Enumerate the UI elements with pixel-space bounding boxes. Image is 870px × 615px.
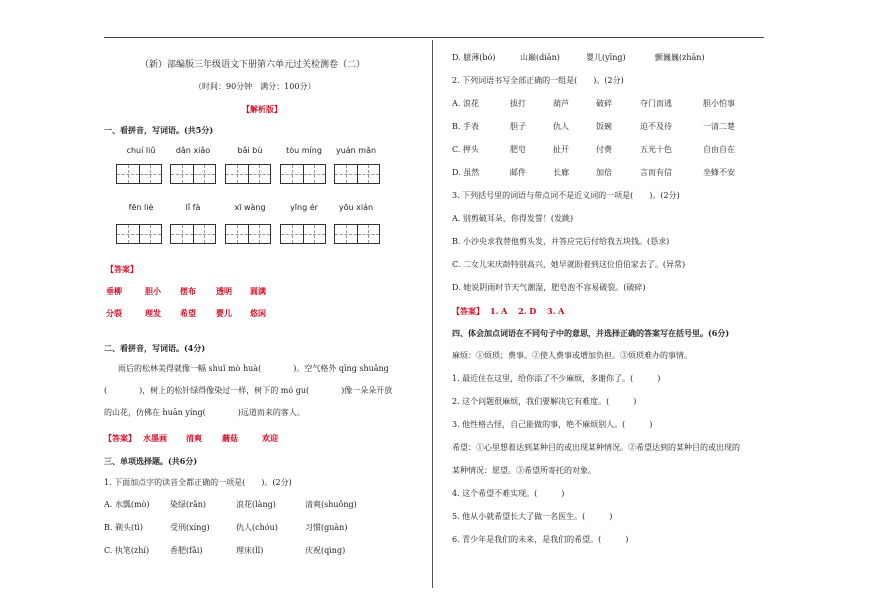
q2-answer-2: 清爽 [186,433,202,443]
q1-answer-3: 摆布 [180,286,196,296]
q1-answer-6: 分裂 [106,308,122,318]
writing-grid[interactable] [170,224,216,244]
q3-answer-label: 【答案】 [452,306,484,316]
pinyin-2-1: fēn liè [128,203,154,212]
q3-item2-option: 坐蜂不安 [703,168,735,177]
q2-answer-1: 水墨画 [143,433,167,443]
q3-item1-option: C. 执笔(zhí) [104,546,150,555]
q2-heading: 二、看拼音，写词语。(4分) [104,343,206,353]
q3-item1-option: 染绿(rǎn) [170,500,206,509]
q3-item2-option: 五光十色 [640,145,672,154]
pinyin-2-3: xī wàng [234,203,266,212]
q3-item1-option: 浪花(làng) [236,500,276,509]
q1-answer-4: 透明 [216,286,232,296]
q4-sentence-5: 5. 他从小就希望长大了做一名医生。( ) [452,512,613,521]
q3-item2-option: 言而有信 [640,168,672,177]
q3-item2-stem: 2. 下列词语书写全部正确的一组是( )。(2分) [452,76,624,85]
q1-answer-9: 婴儿 [216,308,232,318]
q3-item2-option: 破碎 [596,99,612,108]
q1-answer-8: 希望 [180,308,196,318]
q3-item2-option: D. 虽然 [452,168,480,177]
q3-item2-option: 肥皂 [510,145,526,154]
pinyin-2-4: yīng ér [290,203,318,212]
q3-item2-option: 饭碗 [596,122,612,131]
q4-definition-xiwang-2: 某种情况：愿望。③希望所寄托的对象。 [452,466,596,475]
q3-item3-option-c: C. 二女儿宋庆龄特别高兴，她早就盼着到这位伯伯家去了。(异常) [452,260,686,269]
q3-item2-option: C. 押头 [452,145,479,154]
q4-sentence-4: 4. 这个希望不难实现。( ) [452,489,565,498]
q3-item2-option: 葫芦 [553,99,569,108]
pinyin-1-2: dǎn xiǎo [175,146,211,155]
q3-item2-option: 仇人 [553,122,569,131]
q3-item1-option: A. 水瓢(mò) [104,500,150,509]
q3-item1-option: 香肥(fǎi) [170,546,203,555]
pinyin-1-5: yuán mǎn [335,146,377,155]
q3-item1-option: 颤巍巍(zhān) [655,53,705,62]
q2-answer-3: 蘑菇 [222,433,238,443]
q2-answer-label: 【答案】 [104,433,136,443]
q3-answers: 1. A 2. D 3. A [490,306,565,316]
q1-answer-label: 【答案】 [106,264,138,274]
q4-sentence-6: 6. 青少年是我们的未来，是我们的希望。( ) [452,535,629,544]
writing-grid[interactable] [116,224,162,244]
q3-item3-stem: 3. 下列括号里的词语与带点词不是近义词的一项是( )。(2分) [452,191,680,200]
q3-item2-option: 邮件 [510,168,526,177]
q3-item1-option: D. 臆薄(bó) [452,53,496,62]
q3-item1-option: 理床(lǐ) [236,546,264,555]
q1-answer-1: 垂柳 [106,286,122,296]
q2-line-2: ( )，树上的松针绿得像染过一样，树下的 mó gu( )像一朵朵开放 [104,386,393,395]
q1-heading: 一、看拼音，写词语。(共5分) [104,125,214,135]
q3-item2-option: 长廊 [553,168,569,177]
exam-subtitle: （时间：90分钟 满分：100分） [194,82,316,91]
q3-item2-option: 一清二楚 [703,122,735,131]
q1-answer-5: 圆满 [250,286,266,296]
q4-definition-mafan: 麻烦：①烦琐；费事。②使人费事或增加负担。③烦琐难办的事情。 [452,351,692,360]
q3-item2-option: 胆小怕事 [703,99,735,108]
pinyin-2-2: lǐ fà [185,203,201,212]
writing-grid[interactable] [225,224,271,244]
q3-item1-option: 受刑(xíng) [170,523,210,532]
q3-item2-option: 迫不及待 [640,122,672,131]
q3-item1-option: 婴儿(yīng) [586,53,626,62]
writing-grid[interactable] [280,224,326,244]
pinyin-1-4: tòu míng [286,146,322,155]
q1-answer-10: 悠闲 [250,308,266,318]
q3-item1-stem: 1. 下面加点字的读音全都正确的一项是( )。(2分) [104,478,292,487]
q3-item2-option: A. 浪花 [452,99,479,108]
pinyin-1-1: chuí liǔ [126,146,156,155]
q3-item2-option: 扯开 [553,145,569,154]
q2-line-3: 的山花，仿佛在 huān yíng( )远道而来的客人。 [104,408,305,417]
writing-grid[interactable] [170,164,216,184]
pinyin-2-5: yōu xián [338,203,374,212]
writing-grid[interactable] [334,224,380,244]
column-divider [432,40,433,588]
q3-item2-option: 夺门而逃 [640,99,672,108]
q3-item2-option: B. 手表 [452,122,479,131]
q3-item2-option: 付费 [596,145,612,154]
q3-item3-option-b: B. 小沙央求我替他剪头发，并答应完后付给我五块钱。(恳求) [452,237,670,246]
writing-grid[interactable] [334,164,380,184]
pinyin-1-3: bǎi bù [237,146,263,155]
q4-heading: 四、体会加点词语在不同句子中的意思，并选择正确的答案写在括号里。(6分) [452,328,730,338]
q3-item3-option-a: A. 别剪破耳朵，你得发誓！(发跳) [452,214,574,223]
q2-answer-4: 欢迎 [262,433,278,443]
q3-item2-option: 加倍 [596,168,612,177]
q1-answer-2: 胆小 [145,286,161,296]
writing-grid[interactable] [116,164,162,184]
q3-heading: 三、单项选择题。(共6分) [104,456,198,466]
page-title: （新）部编版三年级语文下册第六单元过关检测卷（二） [140,60,366,70]
q3-item1-option: 清爽(shuǒng) [305,500,357,509]
q3-item3-option-d: D. 她说阴雨时节天气潮湿，肥皂泡不容易破裂。(破碎) [452,283,646,292]
q3-item1-option: B. 剃头(tì) [104,523,143,532]
top-rule [104,37,764,38]
writing-grid[interactable] [225,164,271,184]
q3-item2-option: 拔打 [510,99,526,108]
q2-line-1: 雨后的松林美得就像一幅 shuǐ mò huà( )。空气格外 qīng shuǎng [118,364,389,373]
q1-answer-7: 理发 [145,308,161,318]
q3-item1-option: 习惯(guàn) [305,523,348,532]
writing-grid[interactable] [280,164,326,184]
q4-sentence-2: 2. 这个问题很麻烦，我们要解决它有难度。( ) [452,397,637,406]
q3-item1-option: 山巅(diān) [520,53,560,62]
q3-item2-option: 胆子 [510,122,526,131]
edition-label: 【解析版】 [242,104,282,114]
q3-item1-option: 庆祝(qìng) [305,546,346,555]
q4-sentence-3: 3. 他性格古怪，自己能做的事，绝不麻烦别人。( ) [452,420,653,429]
q3-item1-option: 仇人(chóu) [236,523,278,532]
q4-definition-xiwang-1: 希望：①心里想着达到某种目的或出现某种情况。②希望达到的某种目的或出现的 [452,443,740,452]
q3-item2-option: 自由自在 [703,145,735,154]
q4-sentence-1: 1. 最近住在这里，给你添了不少麻烦，多谢你了。( ) [452,374,661,383]
